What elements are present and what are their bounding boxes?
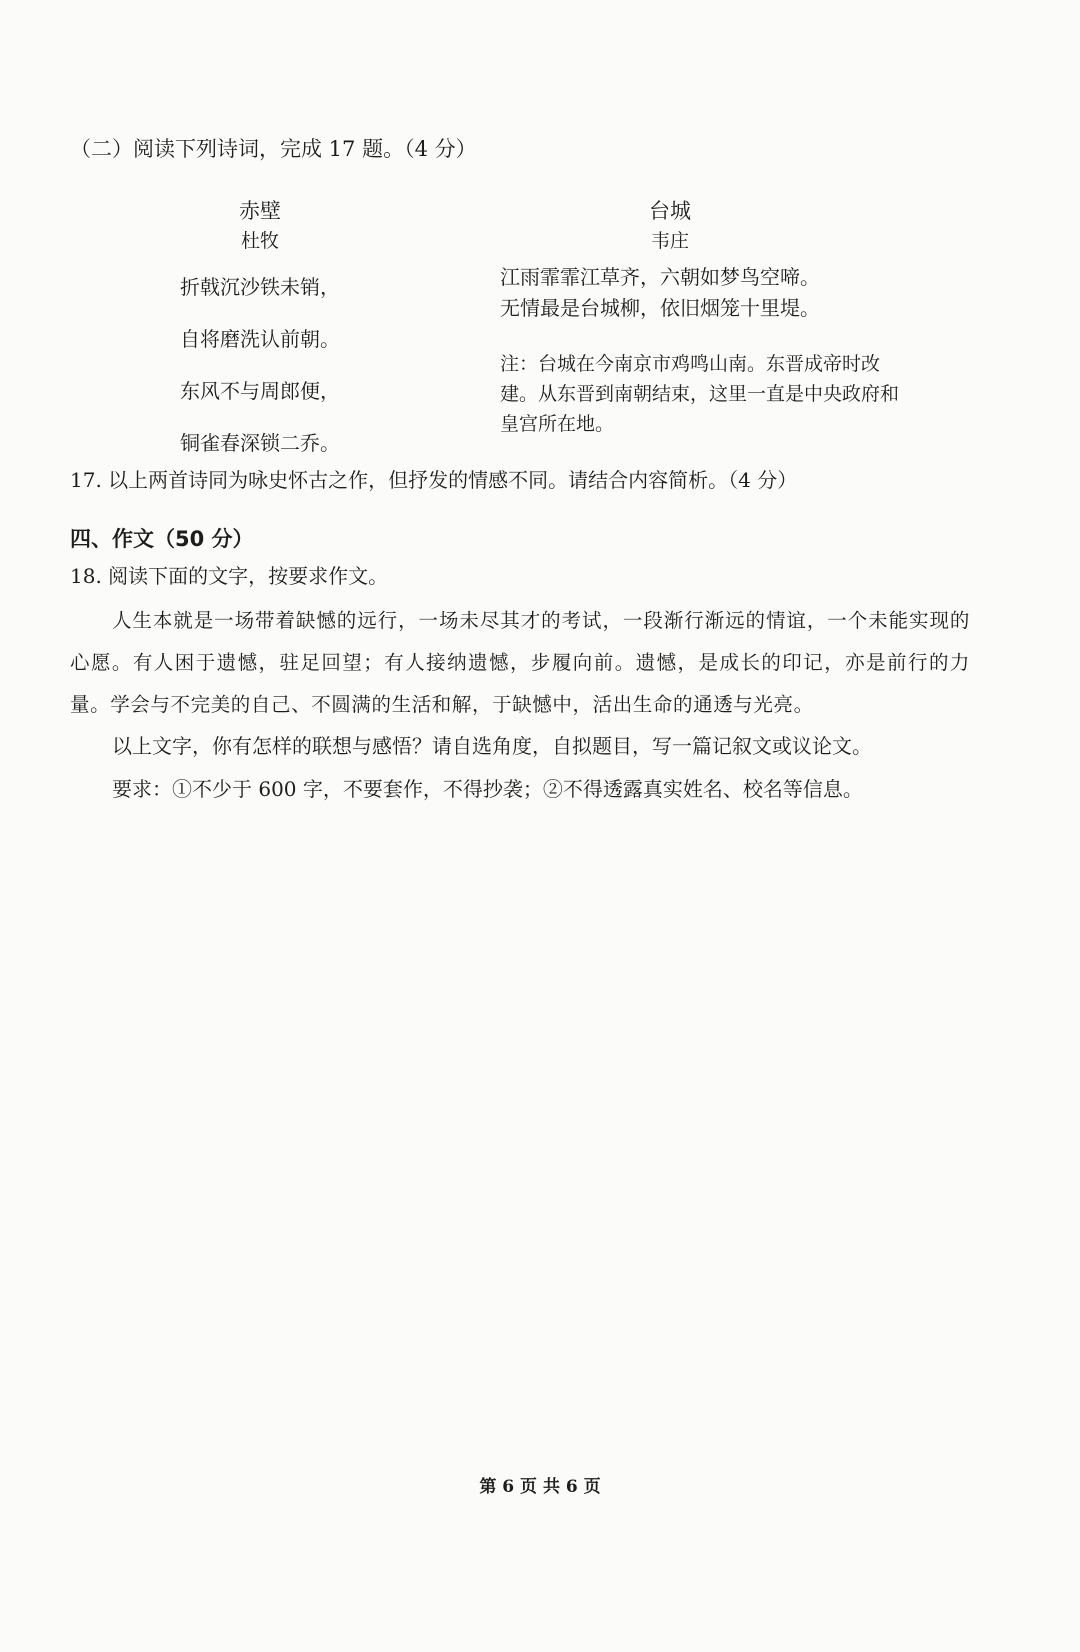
poem-line: 自将磨洗认前朝。 [180, 327, 340, 351]
poem-chibi [150, 196, 390, 466]
poem-author: 杜牧 [240, 230, 279, 252]
section-title-composition: 四、作文（50 分） [70, 527, 254, 551]
section-intro: （二）阅读下列诗词，完成 17 题。（4 分） [70, 137, 477, 161]
writing-prompt: 以上文字，你有怎样的联想与感悟？请自选角度，自拟题目，写一篇记叙文或议论文。 [112, 734, 872, 758]
poem-line: 东风不与周郎便， [180, 379, 340, 403]
poem-lines [500, 262, 920, 324]
poem-taicheng [500, 196, 920, 324]
page-number: 第 6 页 共 6 页 [479, 1477, 601, 1497]
poem-author: 韦庄 [650, 230, 689, 252]
poem-line: 铜雀春深锁二乔。 [180, 431, 340, 455]
poem-line: 江雨霏霏江草齐，六朝如梦鸟空啼。 [500, 265, 820, 289]
poem-line: 折戟沉沙铁未销， [180, 275, 340, 299]
question-17: 17. 以上两首诗同为咏史怀古之作，但抒发的情感不同。请结合内容简析。（4 分） [70, 468, 798, 492]
poem-note: 注：台城在今南京市鸡鸣山南。东晋成帝时改建。从东晋到南朝结束，这里一直是中央政府和皇宫所在地。 [500, 353, 900, 435]
reading-passage: 人生本就是一场带着缺憾的远行，一场未尽其才的考试，一段渐行渐远的情谊，一个未能实现的心愿。有人困于遗憾，驻足回望；有人接纳遗憾，步履向前。遗憾，是成长的印记，亦是前行的力量。学会与不完美的自己、不圆满的生活和解，于缺憾中，活出生命的通透与光亮。 [70, 609, 970, 716]
poem-title: 赤壁 [239, 199, 281, 223]
poem-lines [150, 264, 390, 466]
poem-line: 无情最是台城柳，依旧烟笼十里堤。 [500, 296, 820, 320]
question-18: 18. 阅读下面的文字，按要求作文。 [70, 564, 389, 588]
writing-requirement: 要求：①不少于 600 字，不要套作，不得抄袭；②不得透露真实姓名、校名等信息。 [112, 777, 863, 801]
poem-title: 台城 [649, 199, 691, 223]
